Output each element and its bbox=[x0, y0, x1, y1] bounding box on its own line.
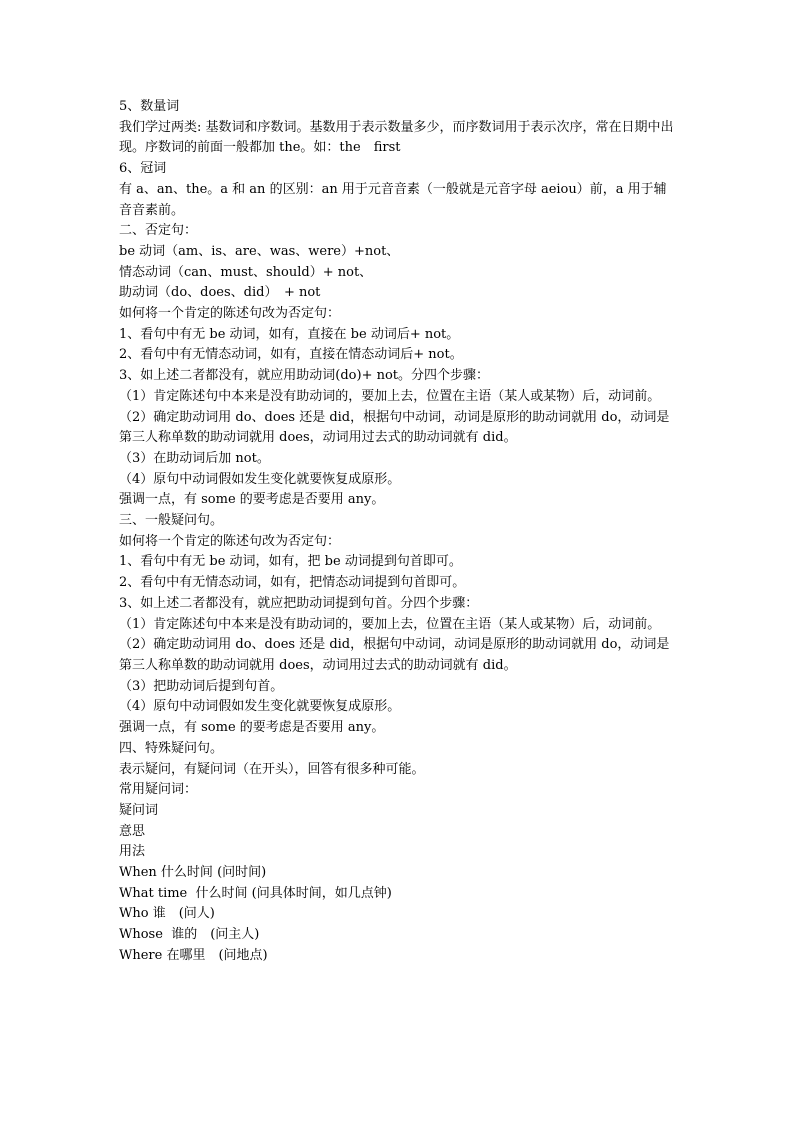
list-item: 3、如上述二者都没有，就应用助动词(do)+ not。分四个步骤： bbox=[119, 368, 490, 384]
step-item: （3）把助动词后提到句首。 bbox=[119, 678, 284, 694]
question-word-row: What time 什么时间 (问具体时间，如几点钟) bbox=[119, 885, 392, 901]
list-item: 1、看句中有无 be 动词，如有，直接在 be 动词后+ not。 bbox=[119, 326, 460, 342]
step-item: （1）肯定陈述句中本来是没有助动词的，要加上去，位置在主语（某人或某物）后，动词前。 bbox=[119, 616, 661, 632]
section-heading-general-question: 三、一般疑问句。 bbox=[119, 513, 224, 529]
step-item: （4）原句中动词假如发生变化就要恢复成原形。 bbox=[119, 471, 401, 487]
paragraph-numerals: 我们学过两类: 基数词和序数词。基数用于表示数量多少，而序数词用于表示次序，常在日期中出现。序数词的前面一般都加 the。如：the first bbox=[119, 119, 674, 156]
table-header-word: 疑问词 bbox=[119, 802, 159, 818]
section-heading-numerals: 5、数量词 bbox=[119, 99, 180, 114]
question-word-row: When 什么时间 (问时间) bbox=[119, 865, 267, 881]
step-item: （3）在助动词后加 not。 bbox=[119, 450, 270, 466]
table-header-meaning: 意思 bbox=[119, 823, 146, 839]
list-item: 2、看句中有无情态动词，如有，把情态动词提到句首即可。 bbox=[119, 575, 466, 591]
question-word-row: Whose 谁的 (问主人) bbox=[119, 927, 260, 943]
section-heading-negative: 二、否定句： bbox=[119, 223, 198, 239]
section-heading-articles: 6、冠词 bbox=[119, 161, 167, 177]
table-header-usage: 用法 bbox=[119, 844, 146, 860]
rule-modal-verb: 情态动词（can、must、should）+ not、 bbox=[119, 264, 373, 280]
list-intro: 如何将一个肯定的陈述句改为否定句： bbox=[119, 533, 341, 549]
subheading-question-words: 常用疑问词： bbox=[119, 782, 198, 798]
list-item: 2、看句中有无情态动词，如有，直接在情态动词后+ not。 bbox=[119, 347, 463, 363]
list-item: 1、看句中有无 be 动词，如有，把 be 动词提到句首即可。 bbox=[119, 554, 462, 570]
step-item: （2）确定助动词用 do、does 还是 did，根据句中动词，动词是原形的助动词就用 do，动词是第三人称单数的助动词就用 does，动词用过去式的助动词就有 did。 bbox=[119, 409, 670, 446]
paragraph-special-question: 表示疑问，有疑问词（在开头），回答有很多种可能。 bbox=[119, 761, 425, 777]
rule-be-verb: be 动词（am、is、are、was、were）+not、 bbox=[119, 243, 400, 259]
step-item: （1）肯定陈述句中本来是没有助动词的，要加上去，位置在主语（某人或某物）后，动词前。 bbox=[119, 388, 661, 404]
list-item: 3、如上述二者都没有，就应把助动词提到句首。分四个步骤： bbox=[119, 595, 479, 611]
rule-auxiliary-verb: 助动词（do、does、did） + not bbox=[119, 285, 321, 301]
list-intro: 如何将一个肯定的陈述句改为否定句： bbox=[119, 306, 341, 322]
note: 强调一点，有 some 的要考虑是否要用 any。 bbox=[119, 720, 385, 736]
section-heading-special-question: 四、特殊疑问句。 bbox=[119, 740, 224, 756]
question-word-row: Who 谁 (问人) bbox=[119, 906, 215, 922]
step-item: （4）原句中动词假如发生变化就要恢复成原形。 bbox=[119, 699, 401, 715]
document-body bbox=[119, 97, 679, 967]
question-word-row: Where 在哪里 (问地点) bbox=[119, 947, 268, 963]
note: 强调一点，有 some 的要考虑是否要用 any。 bbox=[119, 492, 385, 508]
step-item: （2）确定助动词用 do、does 还是 did，根据句中动词，动词是原形的助动词就用 do，动词是第三人称单数的助动词就用 does，动词用过去式的助动词就有 did。 bbox=[119, 637, 670, 673]
paragraph-articles: 有 a、an、the。a 和 an 的区别：an 用于元音音素（一般就是元音字母 aeiou）前，a 用于辅音音素前。 bbox=[119, 181, 667, 218]
